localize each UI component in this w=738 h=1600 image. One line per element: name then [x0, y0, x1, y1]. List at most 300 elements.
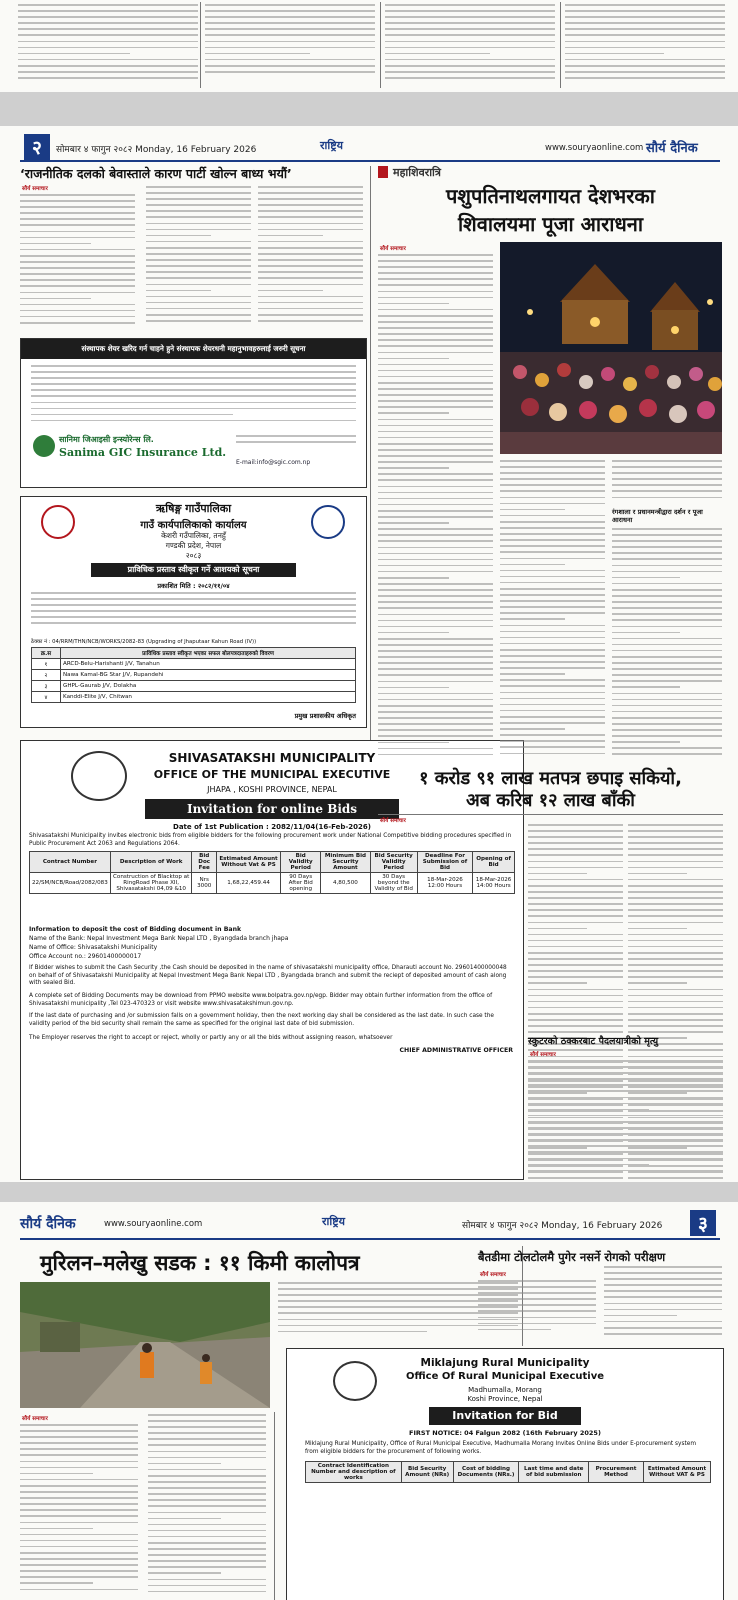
- text-line: [148, 1487, 266, 1489]
- site-url[interactable]: www.souryaonline.com: [545, 143, 644, 153]
- text-line: [278, 1331, 427, 1333]
- text-line: [148, 1560, 266, 1562]
- text-line: [378, 571, 493, 573]
- story-party-col2: [146, 186, 251, 329]
- text-line: [628, 922, 723, 924]
- text-line: [385, 65, 555, 67]
- text-line: [500, 685, 605, 687]
- text-line: [146, 253, 251, 255]
- text-line: [18, 47, 198, 49]
- shiva-org: SHIVASATAKSHI MUNICIPALITY: [168, 751, 376, 765]
- text-line: [528, 940, 623, 942]
- text-line: [146, 204, 251, 206]
- text-line: [478, 1298, 596, 1300]
- text-line: [258, 192, 363, 194]
- top-column-3: [385, 4, 555, 86]
- text-line: [612, 699, 722, 701]
- text-line: [20, 1424, 138, 1426]
- text-line: [500, 667, 605, 669]
- text-line: [528, 946, 623, 948]
- text-line: [258, 198, 363, 200]
- text-line: [18, 28, 198, 30]
- text-line: [378, 370, 493, 372]
- text-line: [20, 322, 135, 324]
- section-label: राष्ट्रिय: [320, 139, 344, 152]
- text-line: [20, 237, 135, 239]
- text-line: [148, 1512, 266, 1514]
- text-line: [628, 989, 723, 991]
- rishing-address1: केशरी गउँपालिका, तनहुँ: [161, 531, 226, 540]
- story-party-col1: [20, 194, 135, 329]
- text-line: [628, 842, 723, 844]
- story-party-byline: सौर्य समाचार: [22, 186, 48, 192]
- text-line: [528, 1103, 723, 1105]
- text-line: [378, 534, 493, 536]
- site-url-p3[interactable]: www.souryaonline.com: [104, 1219, 203, 1229]
- text-line: [612, 693, 722, 695]
- text-line: [378, 540, 493, 542]
- text-line: [612, 546, 722, 548]
- text-line: [612, 705, 722, 707]
- text-line: [148, 1542, 266, 1544]
- text-line: [20, 231, 135, 233]
- text-line: [628, 836, 723, 838]
- text-line: [20, 1570, 138, 1572]
- rishing-year: २०८३: [185, 551, 202, 560]
- text-line: [31, 389, 356, 391]
- shiva-address: JHAPA , KOSHI PROVINCE, NEPAL: [207, 785, 337, 794]
- top-page-fragment: [0, 0, 738, 92]
- text-line: [385, 28, 555, 30]
- text-line: [148, 1426, 266, 1428]
- text-line: [528, 1164, 649, 1166]
- road-headline: मुरिलन–मलेखु सडक : ११ किमी कालोपत्र: [40, 1251, 360, 1275]
- text-line: [258, 204, 363, 206]
- text-line: [20, 1430, 138, 1432]
- text-line: [258, 210, 363, 212]
- text-line: [612, 497, 722, 499]
- text-line: [378, 419, 493, 421]
- text-line: [385, 10, 555, 12]
- text-line: [628, 848, 723, 850]
- text-line: [378, 455, 493, 457]
- text-line: [20, 316, 135, 318]
- text-line: [528, 952, 623, 954]
- sanima-address: [236, 435, 356, 453]
- text-line: [628, 867, 723, 869]
- text-line: [528, 922, 623, 924]
- shivaratri-col3b: [612, 528, 722, 764]
- text-line: [205, 71, 375, 73]
- text-line: [612, 565, 722, 567]
- text-line: [565, 59, 725, 61]
- ballot-headline-1: १ करोड ९१ लाख मतपत्र छपाइ सकियो,: [419, 768, 682, 789]
- text-line: [604, 1321, 722, 1323]
- text-line: [20, 255, 135, 257]
- text-line: [500, 606, 605, 608]
- text-line: [378, 431, 493, 433]
- text-line: [528, 1109, 649, 1111]
- text-line: [628, 854, 723, 856]
- text-line: [628, 885, 723, 887]
- text-line: [604, 1272, 722, 1274]
- text-line: [378, 388, 493, 390]
- text-line: [604, 1327, 722, 1329]
- text-line: [148, 1481, 266, 1483]
- rishing-table: [31, 647, 356, 703]
- text-line: [148, 1451, 266, 1453]
- rishing-th-sn: क्र.स: [32, 648, 61, 659]
- text-line: [478, 1280, 596, 1282]
- text-line: [148, 1414, 266, 1416]
- text-line: [146, 198, 251, 200]
- text-line: [604, 1315, 677, 1317]
- text-line: [18, 65, 198, 67]
- text-line: [378, 644, 493, 646]
- text-line: [20, 1467, 138, 1469]
- text-line: [604, 1309, 722, 1311]
- text-line: [378, 614, 493, 616]
- text-line: [378, 577, 449, 579]
- text-line: [378, 553, 493, 555]
- sanima-notice: [20, 338, 367, 488]
- text-line: [205, 16, 375, 18]
- text-line: [378, 504, 493, 506]
- shiva-para1: If Bidder wishes to submit the Cash Security ,the Cash should be deposited in the name of shivasatakshi municipality office, Dharauti account No. 29601400000048 on behalf of of Shivasatakshi Municipality at Nepal Investment Mega Bank Nepal LTD , Byangdada branch and submit the reciept of deposited amount of cash along with sealed Bid.: [29, 965, 507, 986]
- text-line: [148, 1524, 266, 1526]
- text-line: [20, 1491, 138, 1493]
- text-line: [148, 1530, 266, 1532]
- text-line: [385, 41, 555, 43]
- text-line: [20, 310, 135, 312]
- text-line: [236, 435, 356, 437]
- text-line: [146, 192, 251, 194]
- table-row: ४ Kanddi-Elite J/V, Chitwan: [32, 692, 356, 703]
- text-line: [146, 247, 251, 249]
- text-line: [20, 1497, 138, 1499]
- text-line: [500, 509, 565, 511]
- text-line: [258, 296, 363, 298]
- text-line: [378, 327, 493, 329]
- shivaratri-subhead: रंगशाला र प्रधानमन्त्रीद्वारा दर्शन र पूजा आराधना: [612, 508, 703, 524]
- text-line: [205, 28, 375, 30]
- shiva-banner: Invitation for online Bids: [145, 799, 399, 819]
- text-line: [612, 601, 722, 603]
- text-line: [378, 687, 449, 689]
- text-line: [500, 722, 605, 724]
- text-line: [31, 365, 356, 367]
- text-line: [205, 4, 375, 6]
- text-line: [378, 412, 449, 414]
- text-line: [378, 583, 493, 585]
- page-number-badge-p3: ३: [690, 1210, 716, 1236]
- text-line: [148, 1469, 266, 1471]
- text-line: [18, 16, 198, 18]
- text-line: [20, 1558, 138, 1560]
- text-line: [146, 284, 251, 286]
- text-line: [20, 1503, 138, 1505]
- text-line: [378, 595, 493, 597]
- text-line: [528, 1133, 723, 1135]
- text-line: [612, 626, 722, 628]
- text-line: [31, 604, 356, 606]
- shiva-office-name: Name of Office: Shivasatakshi Municipality: [29, 944, 158, 951]
- text-line: [18, 34, 198, 36]
- ballot-byline: सौर्य समाचार: [380, 818, 406, 824]
- section-label-p3: राष्ट्रिय: [322, 1215, 346, 1228]
- text-line: [528, 1001, 623, 1003]
- text-line: [612, 729, 722, 731]
- text-line: [146, 277, 251, 279]
- sanima-company-en: Sanima GIC Insurance Ltd.: [59, 446, 227, 459]
- text-line: [612, 613, 722, 615]
- shivaratri-col2: [500, 460, 605, 764]
- shiva-pub-date: Date of 1st Publication : 2082/11/04(16-Feb-2026): [173, 823, 371, 831]
- text-line: [628, 830, 723, 832]
- accident-body: [528, 1060, 723, 1176]
- text-line: [565, 16, 725, 18]
- text-line: [478, 1329, 551, 1331]
- text-line: [528, 836, 623, 838]
- text-line: [146, 308, 251, 310]
- text-line: [378, 364, 493, 366]
- nurse-headline: बैतडीमा टोलटोलमै पुगेर नसर्ने रोगको परीक्षण: [478, 1250, 666, 1264]
- text-line: [205, 22, 375, 24]
- text-line: [528, 1007, 623, 1009]
- rishing-contract-ref: ठेक्का नं : 04/RRM/THN/NCB/WORKS/2082-83 (Upgrading of Jhaputaar Kahun Road (IV)): [31, 639, 257, 645]
- text-line: [18, 41, 198, 43]
- text-line: [500, 527, 605, 529]
- text-line: [378, 254, 493, 256]
- text-line: [378, 547, 493, 549]
- text-line: [148, 1572, 221, 1574]
- text-line: [612, 558, 722, 560]
- text-line: [31, 383, 356, 385]
- shiva-office: OFFICE OF THE MUNICIPAL EXECUTIVE: [153, 768, 391, 781]
- text-line: [258, 223, 363, 225]
- text-line: [628, 982, 687, 984]
- text-line: [528, 1151, 723, 1153]
- text-line: [500, 704, 605, 706]
- text-line: [20, 1509, 138, 1511]
- page-number-badge: २: [24, 134, 50, 160]
- text-line: [378, 754, 493, 756]
- text-line: [528, 873, 587, 875]
- text-line: [565, 71, 725, 73]
- text-line: [528, 1177, 623, 1179]
- text-line: [528, 885, 623, 887]
- text-line: [20, 1442, 138, 1444]
- text-line: [628, 861, 723, 863]
- text-line: [628, 964, 723, 966]
- text-line: [478, 1286, 596, 1288]
- text-line: [500, 478, 605, 480]
- sanima-email[interactable]: E-mail:info@sgic.com.np: [236, 459, 311, 466]
- text-line: [378, 681, 493, 683]
- text-line: [378, 449, 493, 451]
- text-line: [20, 206, 135, 208]
- text-line: [20, 298, 91, 300]
- text-line: [528, 1013, 623, 1015]
- shivaratri-byline: सौर्य समाचार: [380, 246, 406, 252]
- text-line: [500, 698, 605, 700]
- text-line: [628, 897, 723, 899]
- text-line: [500, 692, 605, 694]
- text-line: [20, 212, 135, 214]
- text-line: [565, 65, 725, 67]
- road-construction-photo: [20, 1282, 270, 1408]
- nurse-byline: सौर्य समाचार: [480, 1272, 506, 1278]
- text-line: [378, 620, 493, 622]
- text-line: [20, 304, 135, 306]
- text-line: [500, 558, 605, 560]
- table-row: ३ GHPL-Gaurab J/V, Dolakha: [32, 681, 356, 692]
- text-line: [528, 1078, 723, 1080]
- text-line: [378, 400, 493, 402]
- text-line: [378, 339, 493, 341]
- shivaratri-kicker: महाशिवरात्रि: [393, 166, 441, 179]
- page-2: [0, 126, 738, 1182]
- text-line: [528, 1090, 723, 1092]
- text-line: [378, 321, 493, 323]
- text-line: [258, 259, 363, 261]
- text-line: [205, 10, 375, 12]
- text-line: [378, 498, 493, 500]
- text-line: [500, 460, 605, 462]
- table-row: २ Nawa Kamal-BG Star J/V, Rupandehi: [32, 670, 356, 681]
- miklajung-address1: Madhumalla, Morang: [468, 1386, 542, 1394]
- text-line: [612, 490, 722, 492]
- miklajung-org: Miklajung Rural Municipality: [420, 1357, 590, 1369]
- text-line: [205, 65, 375, 67]
- text-line: [500, 637, 605, 639]
- text-line: [20, 1436, 138, 1438]
- text-line: [528, 848, 623, 850]
- text-line: [258, 271, 363, 273]
- text-line: [20, 1448, 138, 1450]
- rishing-signatory: प्रमुख प्रशासकीय अधिकृत: [294, 712, 356, 720]
- text-line: [604, 1296, 722, 1298]
- text-line: [612, 753, 722, 755]
- text-line: [20, 1534, 138, 1536]
- text-line: [378, 516, 493, 518]
- text-line: [31, 610, 356, 612]
- text-line: [500, 515, 605, 517]
- text-line: [378, 638, 493, 640]
- text-line: [18, 22, 198, 24]
- text-line: [20, 1540, 138, 1542]
- text-line: [205, 59, 375, 61]
- text-line: [612, 528, 722, 530]
- text-line: [378, 284, 493, 286]
- text-line: [628, 891, 723, 893]
- text-line: [378, 345, 493, 347]
- miklajung-banner: Invitation for Bid: [429, 1407, 581, 1425]
- text-line: [20, 1522, 138, 1524]
- text-line: [565, 22, 725, 24]
- text-line: [146, 186, 251, 188]
- text-line: [378, 309, 493, 311]
- text-line: [628, 879, 723, 881]
- text-line: [612, 583, 722, 585]
- text-line: [565, 47, 725, 49]
- text-line: [378, 559, 493, 561]
- text-line: [528, 915, 623, 917]
- text-line: [628, 909, 723, 911]
- rishing-pub-date: प्रकाशित मिति : २०८२/११/०४: [157, 582, 230, 590]
- text-line: [528, 879, 623, 881]
- text-line: [628, 928, 687, 930]
- text-line: [18, 77, 198, 79]
- text-line: [146, 235, 211, 237]
- text-line: [146, 223, 251, 225]
- text-line: [378, 729, 493, 731]
- text-line: [18, 59, 198, 61]
- text-line: [565, 41, 725, 43]
- text-line: [20, 249, 135, 251]
- masthead-brand-p3: सौर्य दैनिक: [20, 1216, 76, 1232]
- text-line: [604, 1266, 722, 1268]
- text-line: [378, 626, 493, 628]
- text-line: [146, 296, 251, 298]
- text-line: [500, 655, 605, 657]
- text-line: [612, 577, 680, 579]
- text-line: [628, 952, 723, 954]
- text-line: [500, 490, 605, 492]
- text-line: [500, 539, 605, 541]
- text-line: [378, 522, 449, 524]
- text-line: [500, 521, 605, 523]
- text-line: [612, 662, 722, 664]
- text-line: [612, 619, 722, 621]
- text-line: [236, 441, 356, 443]
- text-line: [18, 71, 198, 73]
- page-date-p3: सोमबार ४ फागुन २०८२ Monday, 16 February 2026: [462, 1221, 663, 1231]
- text-line: [628, 1049, 723, 1051]
- text-line: [378, 723, 493, 725]
- text-line: [378, 589, 493, 591]
- text-line: [628, 1007, 723, 1009]
- text-line: [148, 1463, 221, 1465]
- shiva-account: Office Account no.: 29601400000017: [29, 953, 142, 960]
- text-line: [628, 915, 723, 917]
- text-line: [528, 1031, 623, 1033]
- shiva-para4: The Employer reserves the right to accept or reject, wholly or partly any or all the bids without assigning reason, whatsoever: [29, 1035, 393, 1041]
- text-line: [528, 934, 623, 936]
- text-line: [628, 1019, 723, 1021]
- text-line: [258, 247, 363, 249]
- text-line: [20, 224, 135, 226]
- text-line: [500, 594, 605, 596]
- text-line: [378, 662, 493, 664]
- text-line: [378, 260, 493, 262]
- text-line: [628, 903, 723, 905]
- text-line: [148, 1457, 266, 1459]
- text-line: [146, 259, 251, 261]
- text-line: [31, 598, 356, 600]
- rishing-org: ऋषिङ्ग गाउँपालिका: [155, 502, 232, 515]
- text-line: [604, 1333, 722, 1335]
- text-line: [500, 466, 605, 468]
- text-line: [205, 47, 375, 49]
- text-line: [148, 1585, 266, 1587]
- text-line: [20, 194, 135, 196]
- text-line: [528, 897, 623, 899]
- road-col1: [20, 1424, 138, 1600]
- text-line: [20, 1454, 138, 1456]
- text-line: [528, 854, 623, 856]
- accident-byline: सौर्य समाचार: [530, 1052, 556, 1058]
